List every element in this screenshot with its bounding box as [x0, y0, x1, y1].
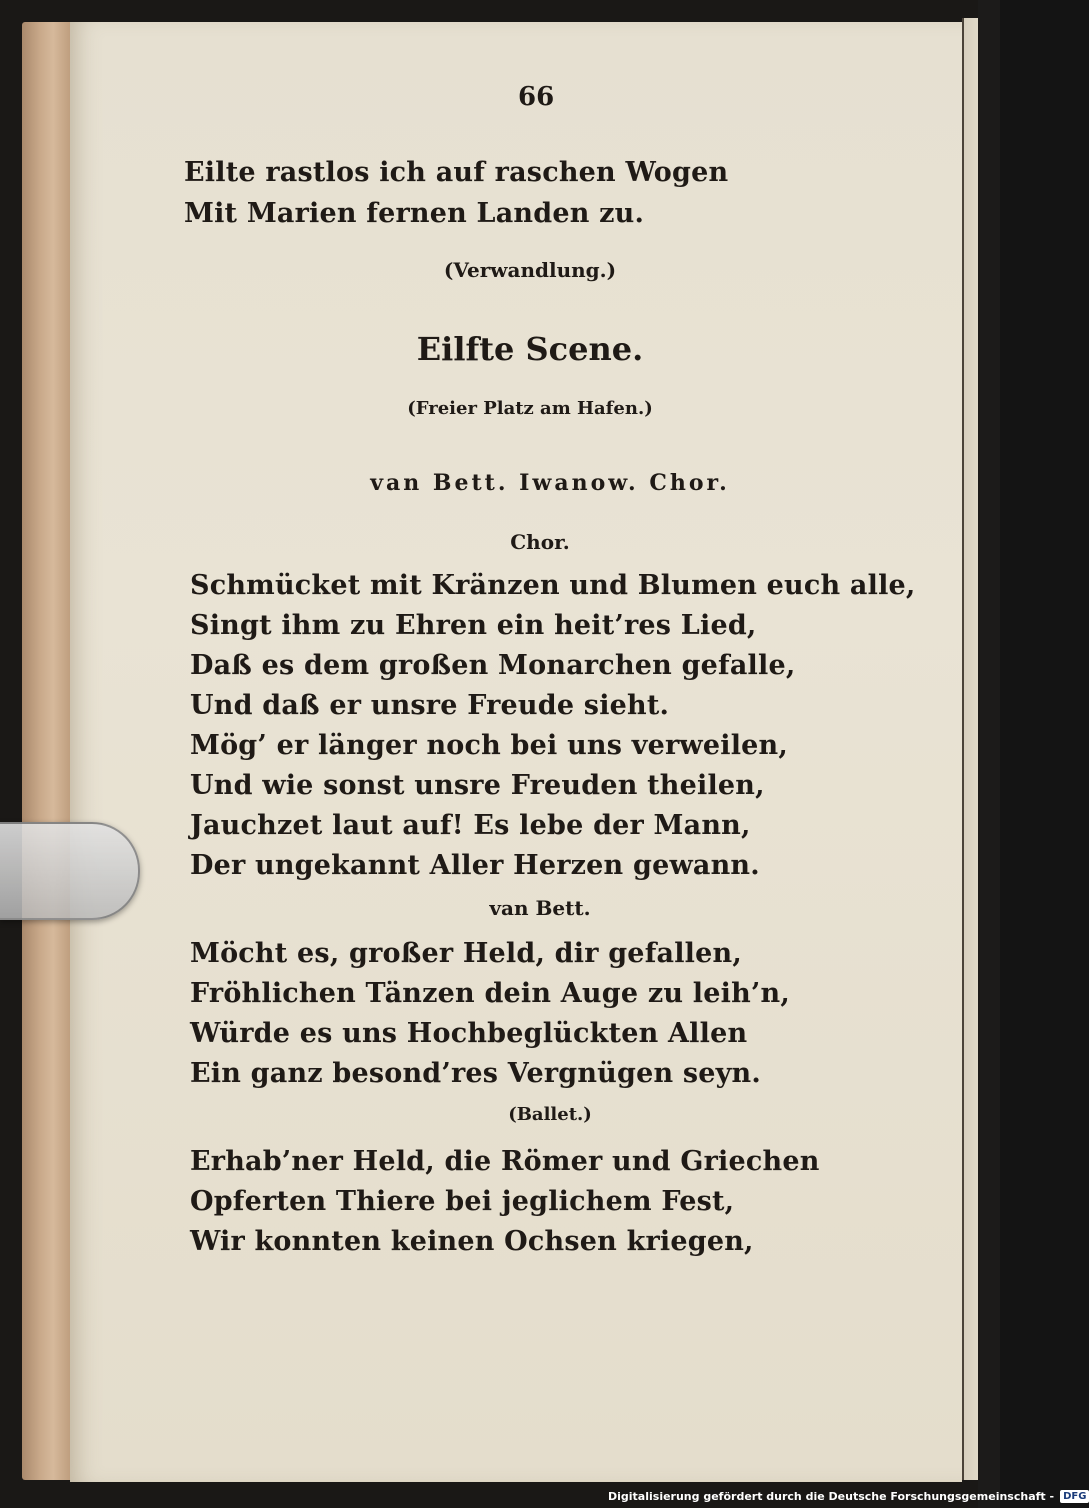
stage-direction: (Ballet.) [508, 1104, 592, 1125]
characters-list: van Bett. Iwanow. Chor. [370, 470, 730, 496]
verse-line: Eilte rastlos ich auf raschen Wogen [184, 157, 729, 188]
verse-line: Wir konnten keinen Ochsen kriegen, [190, 1226, 754, 1257]
verse-line: Der ungekannt Aller Herzen gewann. [190, 850, 760, 881]
verse-line: Und wie sonst unsre Freuden theilen, [190, 770, 765, 801]
page-clip-marker [0, 822, 140, 920]
book-edge [22, 22, 74, 1480]
digitization-footer [608, 1486, 1089, 1506]
verse-line: Schmücket mit Kränzen und Blumen euch alle, [190, 570, 916, 601]
verse-line: Daß es dem großen Monarchen gefalle, [190, 650, 796, 681]
dfg-logo: DFG [1060, 1490, 1089, 1503]
speaker-label: van Bett. [489, 896, 591, 920]
verse-line: Opferten Thiere bei jeglichem Fest, [190, 1186, 735, 1217]
verse-line: Und daß er unsre Freude sieht. [190, 690, 670, 721]
verse-line: Mit Marien fernen Landen zu. [184, 198, 645, 229]
scene-title: Eilfte Scene. [416, 330, 644, 368]
verse-line: Fröhlichen Tänzen dein Auge zu leih’n, [190, 978, 790, 1009]
verse-line: Erhab’ner Held, die Römer und Griechen [190, 1146, 820, 1177]
speaker-label: Chor. [510, 530, 570, 554]
page-number: 66 [518, 82, 555, 112]
verse-line: Würde es uns Hochbeglückten Allen [190, 1018, 748, 1049]
verse-line: Ein ganz besond’res Vergnügen seyn. [190, 1058, 761, 1089]
stage-direction: (Verwandlung.) [443, 258, 617, 282]
verse-line: Möcht es, großer Held, dir gefallen, [190, 938, 742, 969]
scene-setting: (Freier Platz am Hafen.) [407, 398, 653, 419]
scan-border-right [978, 0, 1000, 1508]
verse-line: Mög’ er länger noch bei uns verweilen, [190, 730, 788, 761]
footer-text: Digitalisierung gefördert durch die Deutsche Forschungsgemeinschaft - [608, 1489, 1055, 1503]
verse-line: Jauchzet laut auf! Es lebe der Mann, [190, 810, 751, 841]
verse-line: Singt ihm zu Ehren ein heit’res Lied, [190, 610, 757, 641]
